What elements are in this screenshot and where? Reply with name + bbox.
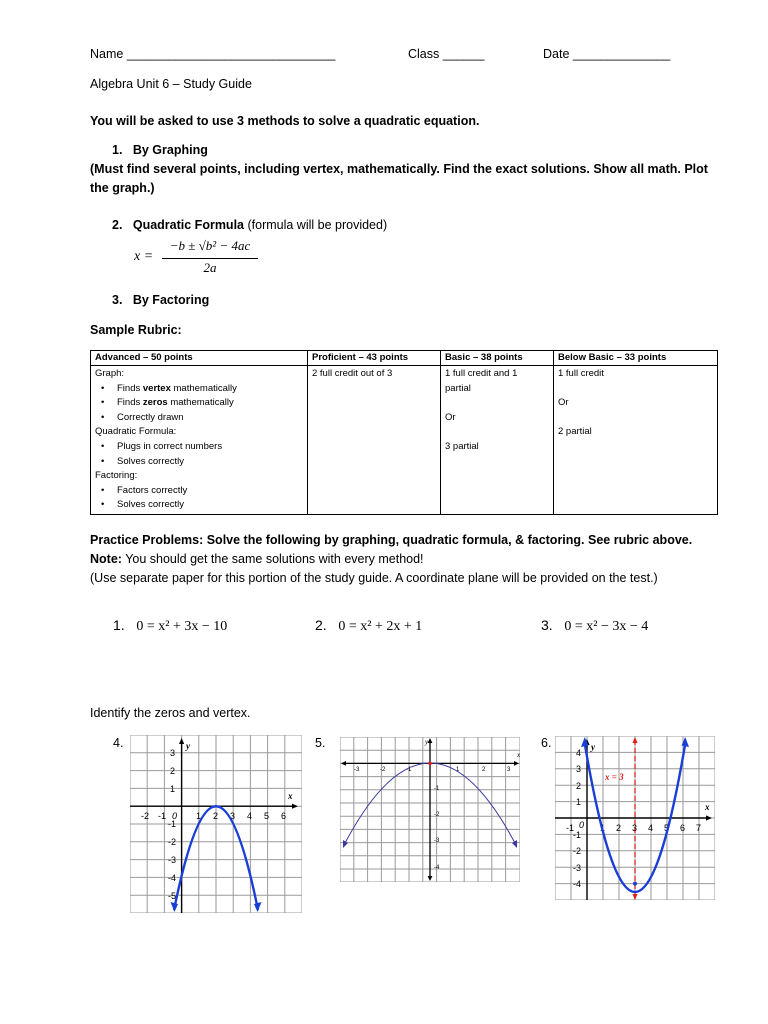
x-tick-label: -2	[380, 767, 386, 773]
x-tick-label: 5	[664, 823, 670, 833]
x-tick-label: -3	[354, 767, 360, 773]
y-tick-label: 3	[576, 764, 582, 774]
problem-1	[113, 617, 227, 635]
y-tick-label: -2	[434, 812, 440, 818]
x-tick-label: 1	[196, 811, 202, 821]
problem-2	[315, 617, 422, 635]
x-tick-label: 2	[213, 811, 219, 821]
method-3	[112, 293, 209, 307]
graph-4	[130, 735, 302, 913]
grid	[130, 735, 302, 913]
practice-paren: (Use separate paper for this portion of the study guide. A coordinate plane will be provided on the test.)	[90, 571, 658, 585]
y-axis-arrow-icon	[428, 738, 433, 743]
graphing-note-1: (Must find several points, including vertex, mathematically. Find the exact solutions. Show all math. Plot	[90, 162, 708, 176]
x-tick-label: 0	[579, 820, 585, 830]
problem-equation: 0 = x² + 2x + 1	[338, 619, 423, 634]
y-tick-label: -2	[573, 846, 582, 856]
y-tick-label: -4	[168, 873, 177, 883]
x-tick-label: 6	[680, 823, 686, 833]
x-axis-arrow-icon	[706, 815, 712, 820]
problem-number: 2.	[315, 617, 327, 633]
y-tick-label: -2	[168, 837, 177, 847]
method-note: (formula will be provided)	[247, 218, 388, 232]
x-tick-label: -1	[158, 811, 167, 821]
y-tick-label: 1	[576, 797, 582, 807]
page-title: Algebra Unit 6 – Study Guide	[90, 77, 252, 91]
basic-text: 3 partial	[445, 440, 479, 452]
y-tick-label: -3	[168, 855, 177, 865]
x-tick-label: 5	[264, 811, 270, 821]
x-tick-label: -1	[406, 767, 412, 773]
y-tick-label: 2	[576, 781, 582, 791]
criterion-item: • Plugs in correct numbers	[95, 440, 303, 455]
x-tick-label: -2	[141, 811, 150, 821]
x-tick-label: 2	[482, 767, 486, 773]
note-label: Note:	[90, 552, 122, 566]
y-tick-label: -4	[573, 879, 582, 889]
y-tick-label: -5	[168, 891, 177, 901]
y-tick-label: -4	[434, 865, 440, 871]
x-axis-label: x	[288, 791, 293, 801]
formula-denominator: 2a	[203, 260, 217, 275]
criterion-item: • Correctly drawn	[95, 411, 303, 426]
advanced-cell	[91, 366, 308, 515]
graph-5	[340, 737, 520, 882]
x-tick-label: 2	[616, 823, 622, 833]
formula-numerator: −b ± √b² − 4ac	[169, 238, 251, 253]
criterion-item: • Solves correctly	[95, 498, 303, 513]
basic-text: Or	[445, 411, 456, 423]
name-blank[interactable]: ______________________________	[126, 47, 336, 61]
y-axis-label: y	[591, 742, 595, 752]
below-basic-cell	[554, 366, 718, 515]
y-tick-label: 4	[576, 748, 582, 758]
method-number: 1.	[112, 143, 123, 157]
rubric-body-row	[91, 366, 718, 515]
vertex-point	[428, 762, 432, 766]
qf-label: Quadratic Formula:	[95, 426, 177, 438]
x-tick-label: 4	[247, 811, 253, 821]
graph-label: Graph:	[95, 368, 125, 379]
x-axis-arrow-icon	[292, 804, 298, 809]
y-tick-label: -3	[573, 863, 582, 873]
name-label: Name	[90, 47, 124, 61]
date-label: Date	[543, 47, 570, 61]
problem-equation: 0 = x² − 3x − 4	[564, 619, 649, 634]
x-tick-label: 3	[230, 811, 236, 821]
problem-number: 1.	[113, 617, 125, 633]
header-proficient: Proficient – 43 points	[308, 351, 441, 366]
below-basic-text: 1 full credit	[558, 368, 604, 379]
x-tick-label: 7	[696, 823, 702, 833]
method-number: 2.	[112, 218, 123, 232]
fraction-bar	[162, 258, 258, 259]
graph-6	[555, 736, 715, 900]
y-tick-label: -1	[573, 830, 582, 840]
symmetry-arrow-icon	[632, 894, 637, 900]
x-tick-label: 6	[281, 811, 287, 821]
below-basic-text	[558, 382, 713, 397]
y-tick-label: 2	[170, 766, 176, 776]
problem-equation: 0 = x² + 3x − 10	[136, 619, 228, 634]
symmetry-arrow-icon	[632, 737, 637, 743]
x-tick-label: 0	[172, 811, 178, 821]
symmetry-label: x = 3	[605, 772, 624, 782]
y-tick-label: 3	[170, 748, 176, 758]
y-axis-label: y	[186, 741, 190, 751]
rubric-table	[90, 350, 718, 515]
note-text: You should get the same solutions with every method!	[121, 552, 424, 566]
intro-text: You will be asked to use 3 methods to solve a quadratic equation.	[90, 114, 480, 128]
graph-4-number: 4.	[113, 736, 124, 750]
curve-arrow-icon	[171, 902, 179, 912]
identify-prompt: Identify the zeros and vertex.	[90, 706, 251, 720]
graph-5-number: 5.	[315, 736, 326, 750]
rubric-label: Sample Rubric:	[90, 323, 182, 337]
basic-text	[445, 396, 549, 411]
proficient-cell	[308, 366, 441, 515]
x-tick-label: 3	[632, 823, 638, 833]
method-2	[112, 218, 387, 232]
x-tick-label: 3	[507, 767, 511, 773]
graphing-note-2: the graph.)	[90, 181, 155, 195]
basic-cell	[441, 366, 554, 515]
problem-number: 3.	[541, 617, 553, 633]
y-axis-arrow-icon	[428, 876, 433, 881]
graph-6-number: 6.	[541, 736, 552, 750]
x-axis-arrow-icon	[514, 761, 519, 766]
x-tick-label: 1	[600, 823, 606, 833]
criterion-item: • Solves correctly	[95, 455, 303, 470]
rubric-header-row	[91, 351, 718, 366]
header-basic: Basic – 38 points	[441, 351, 554, 366]
curve-arrow-icon	[254, 902, 262, 912]
basic-text: 1 full credit and 1	[445, 368, 518, 379]
x-tick-label: 4	[648, 823, 654, 833]
practice-heading: Practice Problems: Solve the following by graphing, quadratic formula, & factoring. See rubric above.	[90, 533, 693, 547]
formula-lhs: x =	[134, 249, 154, 264]
class-line	[408, 47, 484, 61]
below-basic-text: 2 partial	[558, 426, 592, 438]
basic-text	[445, 425, 549, 440]
proficient-text: 2 full credit out of 3	[312, 368, 393, 379]
class-blank[interactable]: ______	[442, 47, 485, 61]
problem-3	[541, 617, 648, 635]
criterion-item: • Finds vertex mathematically	[95, 382, 303, 397]
y-axis-arrow-icon	[179, 738, 184, 744]
y-tick-label: -1	[434, 786, 440, 792]
y-tick-label: -3	[434, 838, 440, 844]
y-tick-label: -1	[168, 819, 177, 829]
x-axis-label: x	[705, 802, 710, 812]
date-blank[interactable]: ______________	[572, 47, 671, 61]
y-axis-label: y	[425, 738, 429, 746]
below-basic-text: Or	[558, 397, 569, 409]
x-axis-label: x	[517, 751, 520, 759]
method-title: By Factoring	[132, 293, 210, 307]
basic-text: partial	[445, 382, 471, 394]
criterion-item: • Finds zeros mathematically	[95, 396, 303, 411]
method-number: 3.	[112, 293, 123, 307]
criterion-item: • Factors correctly	[95, 484, 303, 499]
below-basic-text	[558, 411, 713, 426]
header-below-basic: Below Basic – 33 points	[554, 351, 718, 366]
method-1	[112, 143, 208, 157]
name-line	[90, 47, 335, 61]
class-label: Class	[408, 47, 440, 61]
header-advanced: Advanced – 50 points	[91, 351, 308, 366]
date-line	[543, 47, 670, 61]
x-tick-label: 1	[456, 767, 460, 773]
x-axis-arrow-icon	[341, 761, 346, 766]
y-tick-label: 1	[170, 784, 176, 794]
practice-note	[90, 552, 424, 566]
method-title: By Graphing	[132, 143, 208, 157]
x-tick-label: -1	[566, 823, 575, 833]
vertex-point	[633, 882, 637, 886]
method-title: Quadratic Formula	[132, 218, 244, 232]
factoring-label: Factoring:	[95, 470, 138, 482]
